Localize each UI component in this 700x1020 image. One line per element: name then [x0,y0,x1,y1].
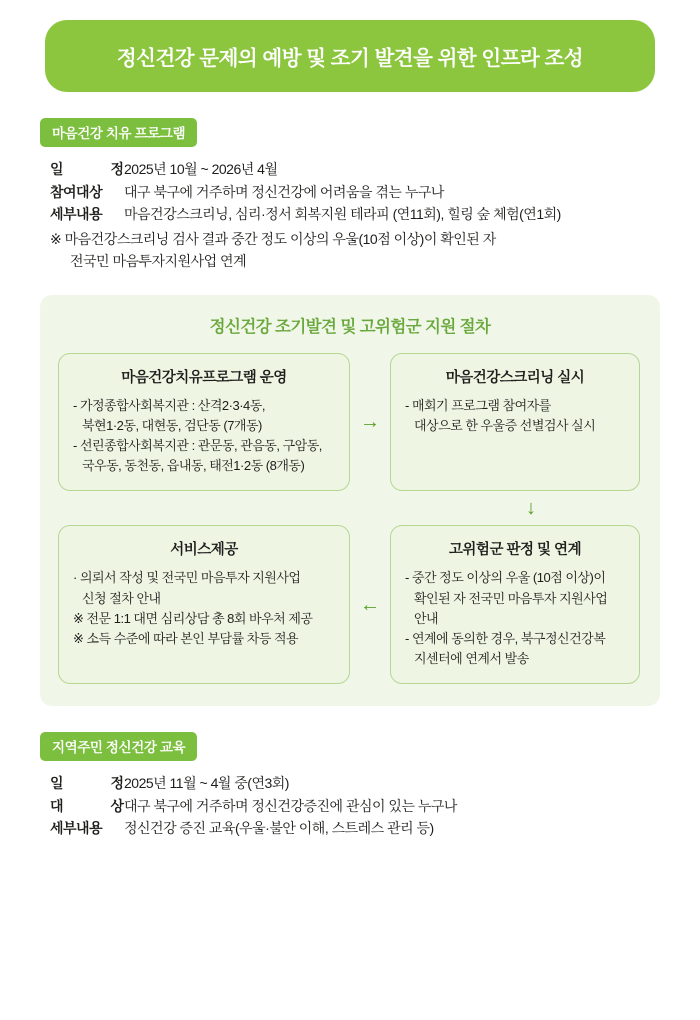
info-label [50,158,124,181]
flow-box-line: ※ 전문 1:1 대면 심리상담 총 8회 바우처 제공 [73,610,313,626]
info-row [50,772,660,795]
info-row [50,203,660,226]
info-label-part: 일 [50,775,64,792]
flow-box-line: 안내 [414,610,439,626]
flow-box-line: · 의뢰서 작성 및 전국민 마음투자 지원사업 [73,570,301,586]
flow-box-line: 신청 절차 안내 [82,590,161,606]
poster-page [0,20,700,1020]
flow-box-line: - 매회기 프로그램 참여자를 [405,397,551,413]
section2-tag: 지역주민 정신건강 교육 [40,732,197,761]
flow-row-bottom [58,525,642,684]
flow-box-title: 고위험군 판정 및 연계 [448,542,582,559]
flow-box-high-risk [390,525,640,684]
flow-box-title: 마음건강치유프로그램 운영 [121,369,287,386]
info-value: 정신건강 증진 교육(우울·불안 이해, 스트레스 관리 등) [124,820,434,837]
section2-info-list [50,772,660,840]
info-label-part: 참여대상 [50,183,103,200]
page-title: 정신건강 문제의 예방 및 조기 발견을 위한 인프라 조성 [116,47,584,70]
flow-box-line: 지센터에 연계서 발송 [414,650,529,666]
flow-box-line: - 선린종합사회복지관 : 관문동, 관음동, 구암동, [73,438,322,454]
info-label-part: 대 [50,797,64,814]
arrow-down-icon [526,491,536,525]
section-resident-education [40,732,660,840]
info-label [50,203,124,226]
info-label [50,817,124,840]
flow-box-line: - 가정종합사회복지관 : 산격2·3·4동, [73,397,265,413]
info-value: 2025년 11월 ~ 4월 중(연3회) [124,775,289,792]
flow-box-line: - 연계에 동의한 경우, 북구정신건강복 [405,630,606,646]
flow-box-program-operation [58,353,350,492]
info-label [50,181,124,204]
flow-grid [58,353,642,684]
info-row [50,795,660,818]
info-row [50,817,660,840]
info-row [50,181,660,204]
info-label [50,772,124,795]
info-label-part: 세부내용 [50,820,103,837]
arrow-right-icon [350,353,390,492]
info-label-part: 정 [110,775,124,792]
flow-box-line: ※ 소득 수준에 따라 본인 부담률 차등 적용 [73,630,299,646]
flow-title: 정신건강 조기발견 및 고위험군 지원 절차 [209,317,491,336]
info-label-part: 세부내용 [50,206,103,223]
flow-box-line: - 중간 정도 이상의 우울 (10점 이상)이 [405,570,606,586]
flow-box-line: 북현1·2동, 대현동, 검단동 (7개동) [82,417,262,433]
flow-box-title: 마음건강스크리닝 실시 [445,369,585,386]
flow-box-line: 대상으로 한 우울증 선별검사 실시 [414,417,596,433]
section1-tag: 마음건강 치유 프로그램 [40,118,197,147]
section1-info-list [50,158,660,273]
info-value: 대구 북구에 거주하며 정신건강증진에 관심이 있는 누구나 [124,797,457,814]
info-value: 마음건강스크리닝, 심리·정서 회복지원 테라피 (연11회), 힐링 숲 체험(연1회) [124,206,561,223]
info-value: 대구 북구에 거주하며 정신건강에 어려움을 겪는 누구나 [124,183,444,200]
info-label-part: 상 [110,797,124,814]
section1-note: ※ 마음건강스크리닝 검사 결과 중간 정도 이상의 우울(10점 이상)이 확인된 자 [50,231,496,248]
section1-note-sub: 전국민 마음투자지원사업 연계 [70,253,247,270]
info-label-part: 정 [110,161,124,177]
info-row [50,158,660,181]
arrow-left-icon [350,525,390,684]
section-mind-healing-program [40,118,660,273]
flow-box-title: 서비스제공 [170,542,238,559]
flow-diagram-panel [40,295,660,706]
flow-box-service-provision [58,525,350,684]
flow-box-line: 국우동, 동천동, 읍내동, 태전1·2동 (8개동) [82,458,305,474]
arrow-down-holder [58,491,642,525]
info-label-part: 일 [50,161,64,177]
header-banner [45,20,655,92]
info-value: 2025년 10월 ~ 2026년 4월 [124,161,278,177]
info-label [50,795,124,818]
flow-row-top [58,353,642,492]
flow-box-screening [390,353,640,492]
flow-box-line: 확인된 자 전국민 마음투자 지원사업 [414,590,608,606]
